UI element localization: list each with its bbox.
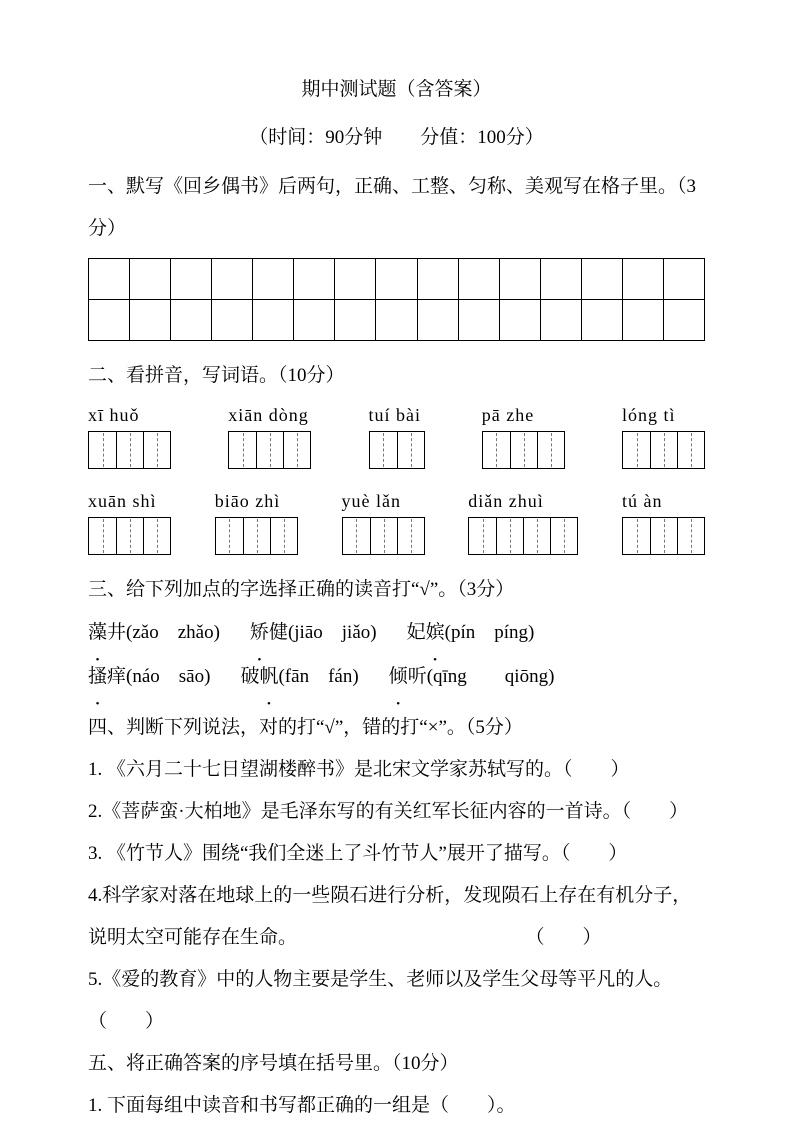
- word-text: 井: [107, 622, 127, 643]
- reading-options: (náo sāo): [126, 666, 211, 687]
- pinyin-writing-cell: [283, 432, 310, 468]
- dotted-character: 矫: [249, 622, 269, 643]
- answer-bracket: （ ）: [535, 927, 602, 948]
- writing-grid-cell: [375, 300, 416, 340]
- writing-grid-cell: [293, 300, 334, 340]
- pinyin-writing-cell: [623, 518, 650, 554]
- dotted-character: 藻: [88, 622, 108, 643]
- pinyin-writing-boxes: [342, 517, 425, 555]
- pronunciation-item: [389, 666, 555, 687]
- writing-grid-cell: [540, 300, 581, 340]
- writing-grid-cell: [499, 259, 540, 299]
- writing-grid-cell: [211, 300, 252, 340]
- reading-options: (zǎo zhǎo): [126, 622, 220, 643]
- dotted-character: 搔: [88, 666, 108, 687]
- pinyin-writing-cell: [523, 518, 550, 554]
- pinyin-writing-cell: [89, 518, 116, 554]
- pinyin-writing-cell: [270, 518, 297, 554]
- pinyin-writing-cell: [243, 518, 270, 554]
- pinyin-writing-cell: [397, 518, 424, 554]
- pinyin-writing-cell: [256, 432, 283, 468]
- section4-heading: 四、判断下列说法，对的打“√”，错的打“×”。（5分）: [88, 717, 523, 738]
- writing-grid-row: [89, 259, 704, 299]
- pinyin-row: [88, 403, 705, 469]
- pronunciation-item: [88, 622, 220, 643]
- writing-grid-row: [89, 299, 704, 340]
- pinyin-writing-boxes: [88, 431, 171, 469]
- judgment-statement: 3. 《竹节人》围绕“我们全迷上了斗竹节人”展开了描写。（ ）: [88, 843, 628, 864]
- pinyin-writing-cell: [650, 432, 677, 468]
- judgment-statement: 1. 《六月二十七日望湖楼醉书》是北宋文学家苏轼写的。（ ）: [88, 759, 630, 780]
- dotted-character: 嫔: [425, 622, 445, 643]
- choice-items: [88, 1085, 705, 1122]
- pinyin-item: [88, 403, 171, 469]
- word-text: 痒: [107, 666, 127, 687]
- pinyin-writing-cell: [370, 518, 397, 554]
- pinyin-item: [228, 403, 311, 469]
- pinyin-label: pā zhe: [481, 405, 535, 425]
- pinyin-writing-cell: [469, 518, 496, 554]
- pinyin-label: biāo zhì: [214, 491, 281, 511]
- writing-grid-cell: [252, 259, 293, 299]
- pinyin-writing-cell: [677, 432, 704, 468]
- writing-grid-cell: [458, 259, 499, 299]
- section5-heading: 五、将正确答案的序号填在括号里。（10分）: [88, 1053, 459, 1074]
- writing-grid-cell: [581, 259, 622, 299]
- pinyin-label: xiān dòng: [228, 405, 309, 425]
- pinyin-writing-cell: [623, 432, 650, 468]
- pronunciation-item: [240, 666, 358, 687]
- reading-options: (pín píng): [444, 622, 535, 643]
- time-score-line: （时间：90分钟 分值：100分）: [249, 127, 544, 148]
- pinyin-row: [88, 489, 705, 555]
- writing-grid-cell: [417, 300, 458, 340]
- pinyin-writing-cell: [116, 432, 143, 468]
- writing-grid-cell: [540, 259, 581, 299]
- section2-heading: 二、看拼音，写词语。（10分）: [88, 365, 345, 386]
- pinyin-writing-boxes: [369, 431, 425, 469]
- pinyin-writing-cell: [537, 432, 564, 468]
- pinyin-item: [88, 489, 171, 555]
- judgment-statement: 2.《菩萨蛮·大柏地》是毛泽东写的有关红军长征内容的一首诗。（ ）: [88, 801, 689, 822]
- writing-grid-cell: [663, 300, 704, 340]
- section1-heading: 一、默写《回乡偶书》后两句，正确、工整、匀称、美观写在格子里。（3分）: [88, 176, 697, 239]
- pronunciation-item: [88, 666, 210, 687]
- writing-grid: [88, 258, 705, 341]
- pinyin-label: tú àn: [622, 491, 663, 511]
- writing-grid-cell: [293, 259, 334, 299]
- word-text: 妃: [406, 622, 426, 643]
- pinyin-item: [622, 489, 705, 555]
- writing-grid-cell: [334, 259, 375, 299]
- writing-grid-cell: [499, 300, 540, 340]
- pinyin-writing-cell: [483, 432, 510, 468]
- writing-grid-cell: [89, 259, 129, 299]
- pinyin-item: [215, 489, 298, 555]
- writing-grid-cell: [170, 300, 211, 340]
- pinyin-label: xī huǒ: [88, 405, 140, 425]
- writing-grid-cell: [170, 259, 211, 299]
- pinyin-writing-boxes: [482, 431, 565, 469]
- pinyin-item: [342, 489, 425, 555]
- word-text: 健: [268, 622, 288, 643]
- writing-grid-cell: [622, 259, 663, 299]
- writing-grid-cell: [334, 300, 375, 340]
- pronunciation-item: [250, 622, 377, 643]
- pinyin-writing-cell: [677, 518, 704, 554]
- writing-grid-cell: [129, 300, 170, 340]
- word-text: 破: [240, 666, 260, 687]
- pinyin-writing-cell: [550, 518, 577, 554]
- pinyin-item: [468, 489, 578, 555]
- choice-item: 1. 下面每组中读音和书写都正确的一组是（ ）。: [88, 1095, 516, 1116]
- writing-grid-cell: [252, 300, 293, 340]
- dotted-character: 倾: [388, 666, 408, 687]
- pinyin-writing-cell: [143, 518, 170, 554]
- writing-grid-cell: [417, 259, 458, 299]
- pinyin-item: [622, 403, 705, 469]
- pinyin-writing-boxes: [228, 431, 311, 469]
- writing-grid-cell: [211, 259, 252, 299]
- reading-options: (jiāo jiǎo): [287, 622, 377, 643]
- pinyin-item: [482, 403, 565, 469]
- word-text: 听: [407, 666, 427, 687]
- dotted-character: 帆: [259, 666, 279, 687]
- pinyin-writing-cell: [496, 518, 523, 554]
- reading-options: (fān fán): [278, 666, 359, 687]
- page-title: 期中测试题（含答案）: [301, 79, 492, 100]
- pinyin-writing-cell: [343, 518, 370, 554]
- pinyin-writing-cell: [397, 432, 424, 468]
- pinyin-writing-boxes: [622, 431, 705, 469]
- writing-grid-cell: [129, 259, 170, 299]
- pinyin-label: diǎn zhuì: [468, 491, 544, 511]
- pinyin-writing-cell: [229, 432, 256, 468]
- judgment-statement: 4.科学家对落在地球上的一些陨石进行分析，发现陨石上存在有机分子，说明太空可能存在生命。 （ ）: [88, 885, 692, 948]
- judgment-statement: 5.《爱的教育》中的人物主要是学生、老师以及学生父母等平凡的人。（ ）: [88, 969, 673, 1032]
- writing-grid-cell: [89, 300, 129, 340]
- pinyin-label: lóng tì: [622, 405, 676, 425]
- pinyin-writing-cell: [89, 432, 116, 468]
- pronunciation-line: [88, 655, 705, 699]
- pinyin-writing-cell: [143, 432, 170, 468]
- writing-grid-cell: [663, 259, 704, 299]
- pinyin-writing-cell: [216, 518, 243, 554]
- pronunciation-line: [88, 611, 705, 655]
- judgment-statements: [88, 749, 705, 1043]
- pinyin-writing-boxes: [88, 517, 171, 555]
- writing-grid-cell: [581, 300, 622, 340]
- pinyin-label: xuān shì: [88, 491, 157, 511]
- pinyin-label: yuè lǎn: [341, 491, 401, 511]
- pinyin-writing-cell: [510, 432, 537, 468]
- writing-grid-cell: [375, 259, 416, 299]
- pinyin-writing-cell: [116, 518, 143, 554]
- section3-heading: 三、给下列加点的字选择正确的读音打“√”。（3分）: [88, 579, 515, 600]
- pinyin-writing-boxes: [468, 517, 578, 555]
- pinyin-writing-boxes: [622, 517, 705, 555]
- pinyin-writing-cell: [650, 518, 677, 554]
- pinyin-item: [369, 403, 425, 469]
- pinyin-writing-boxes: [215, 517, 298, 555]
- writing-grid-cell: [622, 300, 663, 340]
- writing-grid-cell: [458, 300, 499, 340]
- pronunciation-item: [407, 622, 535, 643]
- reading-options: (qīng qiōng): [426, 666, 555, 687]
- pinyin-writing-cell: [370, 432, 397, 468]
- pinyin-label: tuí bài: [368, 405, 421, 425]
